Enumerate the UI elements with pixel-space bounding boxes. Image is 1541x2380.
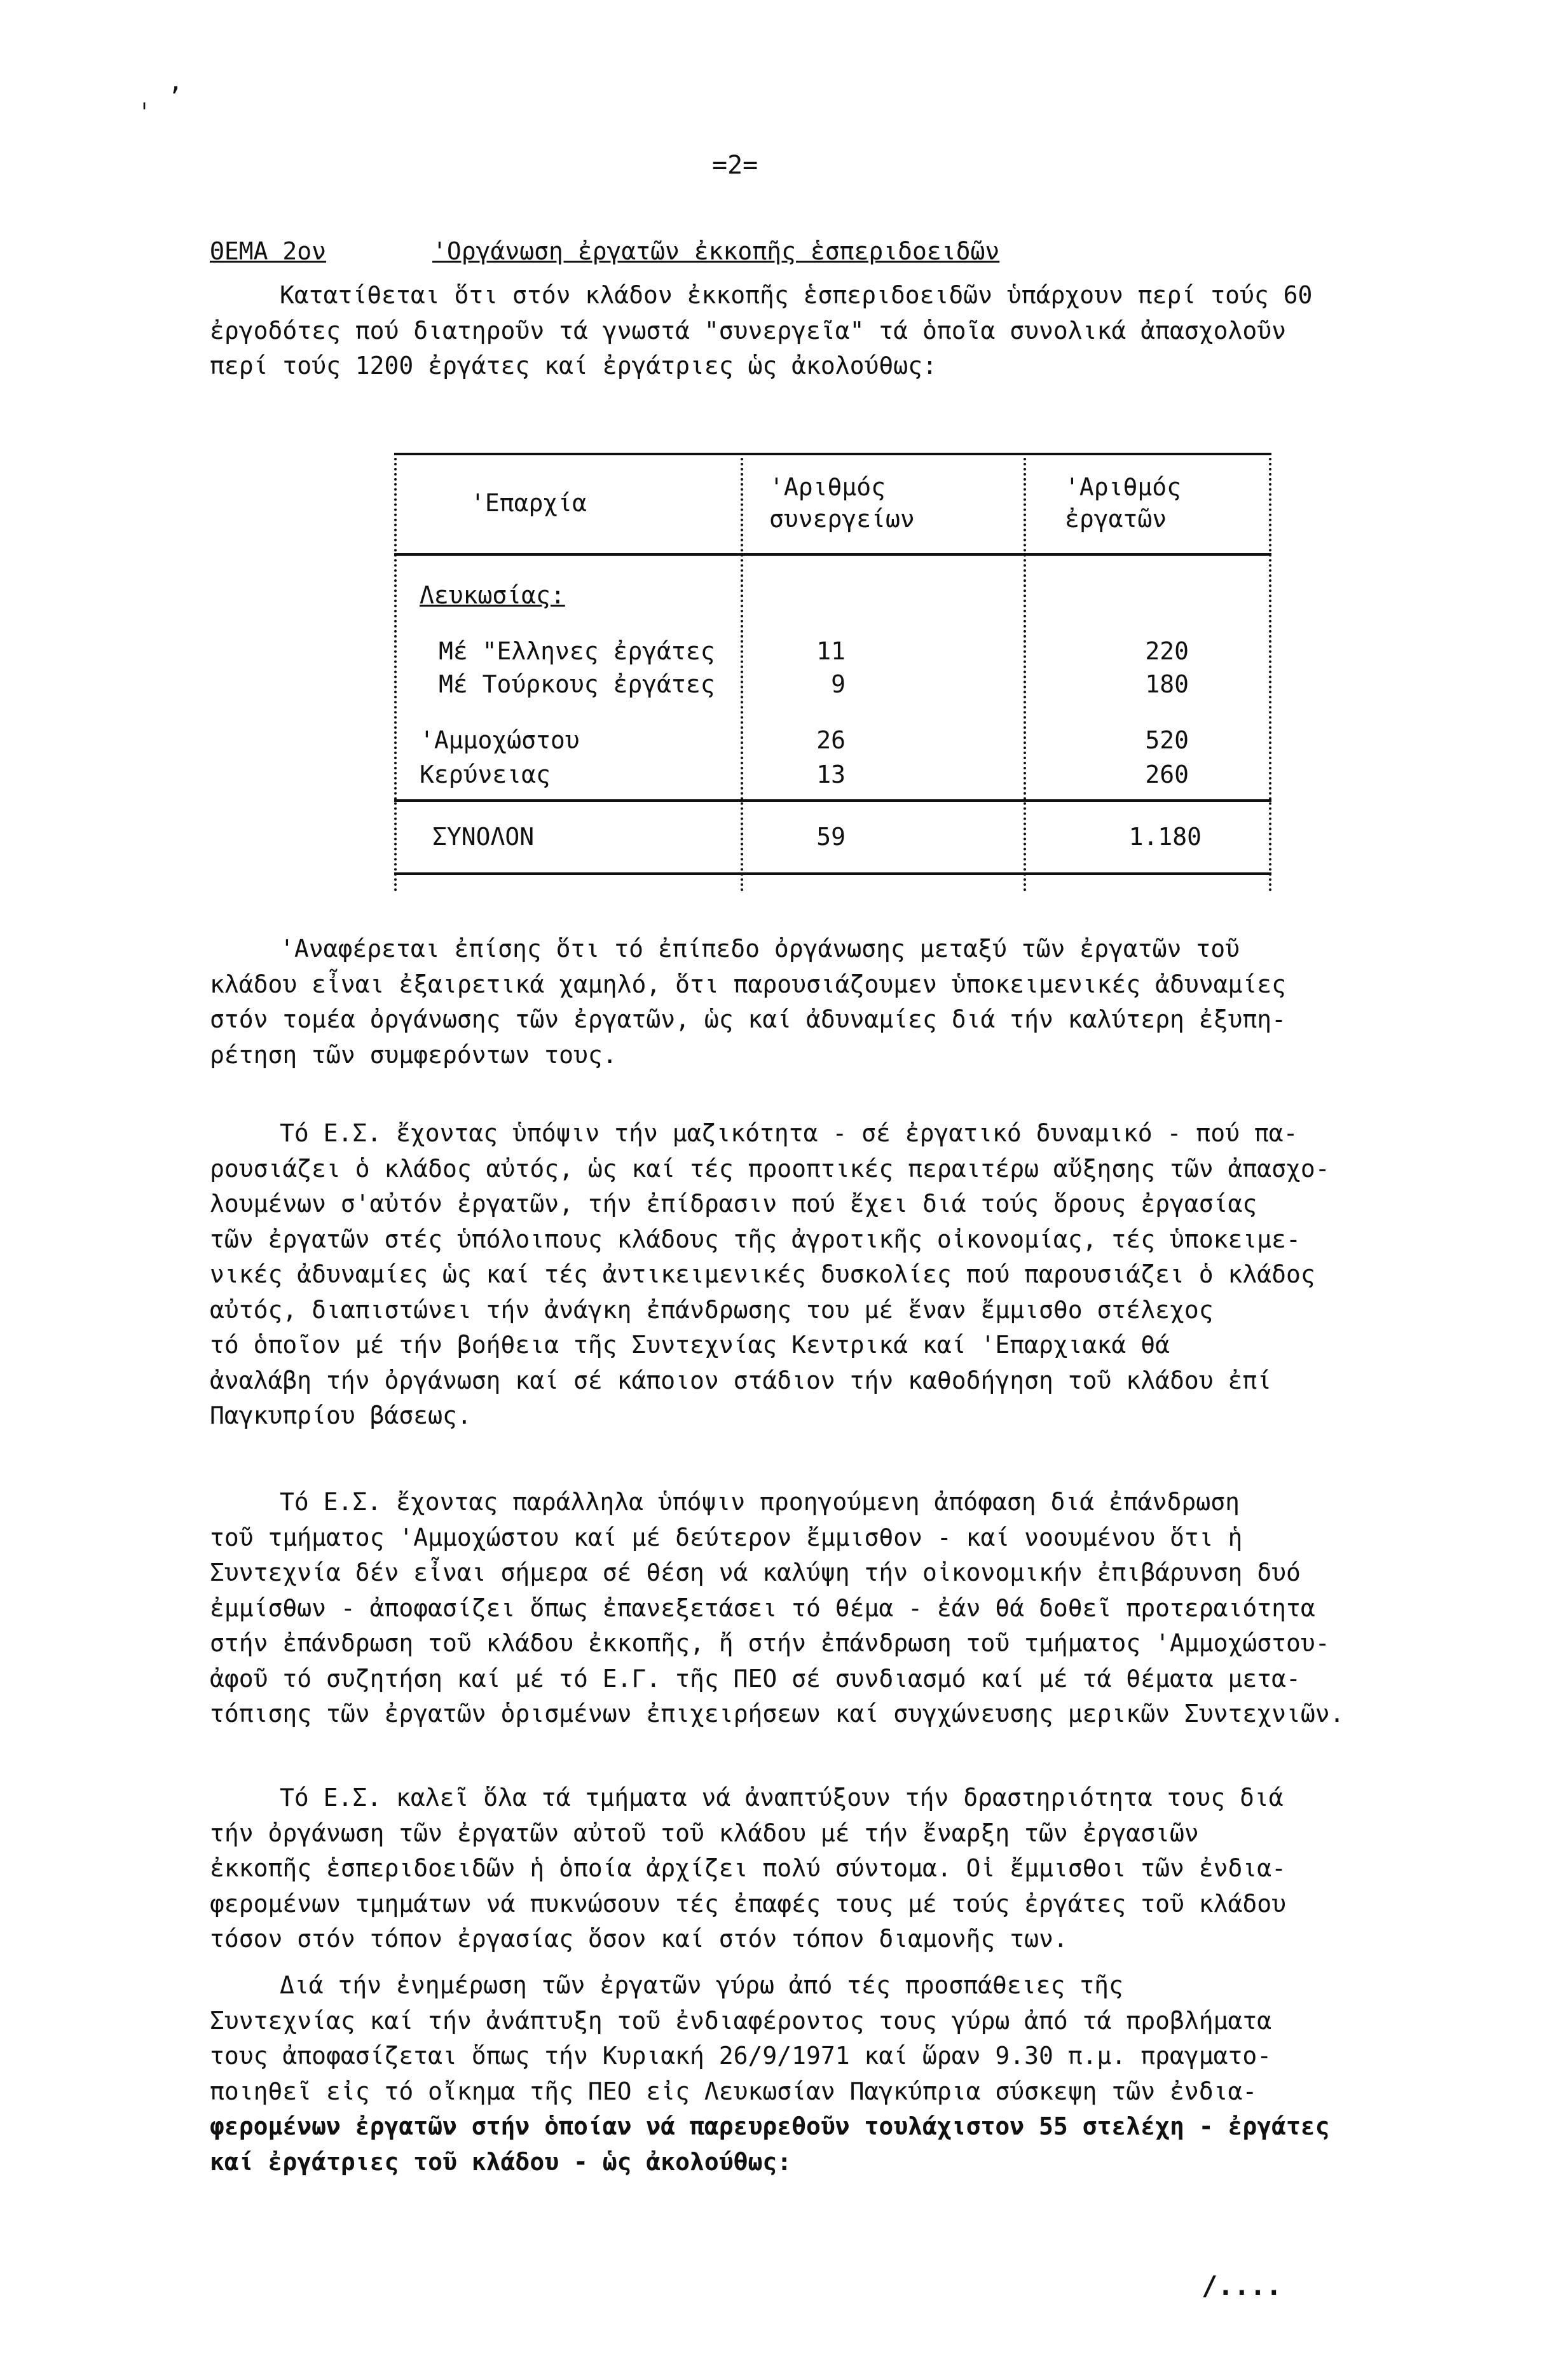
header-crews-line2: συνεργείων (769, 505, 915, 533)
intro-paragraph (210, 278, 1437, 384)
text-line: Τό Ε.Σ. ἔχοντας παράλληλα ὑπόψιν προηγούμενη ἀπόφαση διά ἐπάνδρωση (280, 1488, 1240, 1516)
row-label: Μέ "Ελληνες ἐργάτες (439, 637, 715, 665)
text-line: νικές ἀδυναμίες ὡς καί τές ἀντικειμενικές δυσκολίες πού παρουσιάζει ὁ κλάδος (210, 1260, 1315, 1288)
text-line: Συντεχνίας καί τήν ἀνάπτυξη τοῦ ἐνδιαφέροντος τους γύρω ἀπό τά προβλήματα (210, 2006, 1272, 2035)
text-line: φερομένων ἐργατῶν στήν ὁποίαν νά παρευρεθοῦν τουλάχιστον 55 στελέχη - ἐργάτες (210, 2112, 1330, 2140)
intro-line: περί τούς 1200 ἐργάτες καί ἐργάτριες ὡς ἀκολούθως: (210, 352, 937, 380)
table-rule-bottom (394, 872, 1271, 875)
text-line: αὐτός, διαπιστώνει τήν ἀνάγκη ἐπάνδρωσης του μέ ἕναν ἔμμισθο στέλεχος (210, 1295, 1214, 1324)
workers-table (394, 453, 1271, 891)
text-line: τῶν ἐργατῶν στές ὑπόλοιπους κλάδους τῆς ἀγροτικῆς οἰκονομίας, τές ὑποκειμε- (210, 1225, 1301, 1253)
paragraph-organisation-level (210, 932, 1437, 1073)
total-workers: 1.180 (1128, 823, 1202, 851)
text-line: καί ἐργάτριες τοῦ κλάδου - ὡς ἀκολούθως: (210, 2147, 792, 2176)
total-label: ΣΥΝΟΛΟΝ (432, 823, 535, 851)
row-label: Κερύνειας (420, 760, 551, 788)
paragraph-es-calls (210, 1780, 1437, 1957)
page-number: =2= (712, 151, 758, 180)
text-line: κλάδου εἶναι ἐξαιρετικά χαμηλό, ὅτι παρουσιάζουμεν ὑποκειμενικές ἀδυναμίες (210, 970, 1286, 998)
table-col-rule (1024, 453, 1026, 891)
table-col-rule (1269, 453, 1271, 891)
text-line: ποιηθεῖ εἰς τό οἴκημα τῆς ΠΕΟ εἰς Λευκωσίαν Παγκύπρια σύσκεψη τῶν ἐνδια- (210, 2077, 1257, 2105)
total-crews: 59 (816, 823, 846, 851)
text-line: φερομένων τμημάτων νά πυκνώσουν τές ἐπαφές τους μέ τούς ἐργάτες τοῦ κλάδου (210, 1889, 1286, 1918)
text-line: Τό Ε.Σ. ἔχοντας ὑπόψιν τήν μαζικότητα - σέ ἐργατικό δυναμικό - πού πα- (280, 1119, 1298, 1147)
header-workers-line2: ἐργατῶν (1065, 505, 1167, 533)
table-rule-before-total (394, 799, 1271, 802)
row-crews: 9 (831, 670, 846, 698)
paragraph-es-ammochostos (210, 1485, 1437, 1732)
row-workers: 260 (1145, 760, 1189, 788)
table-rule-top (394, 453, 1271, 455)
row-crews: 13 (816, 760, 846, 788)
text-line: τήν ὀργάνωση τῶν ἐργατῶν αὐτοῦ τοῦ κλάδου μέ τήν ἔναρξη τῶν ἐργασιῶν (210, 1819, 1199, 1847)
text-line: τους ἀποφασίζεται ὅπως τήν Κυριακή 26/9/1971 καί ὥραν 9.30 π.μ. πραγματο- (210, 2042, 1272, 2070)
group-label: Λευκωσίας: (420, 581, 565, 609)
header-province: 'Επαρχία (470, 489, 587, 517)
text-line: στόν τομέα ὀργάνωσης τῶν ἐργατῶν, ὡς καί ἀδυναμίες διά τήν καλύτερη ἐξυπη- (210, 1005, 1286, 1033)
text-line: τό ὁποῖον μέ τήν βοήθεια τῆς Συντεχνίας Κεντρικά καί 'Επαρχιακά θά (210, 1331, 1170, 1359)
row-label: 'Αμμοχώστου (420, 726, 580, 754)
row-crews: 26 (816, 726, 846, 754)
text-line: 'Αναφέρεται ἐπίσης ὅτι τό ἐπίπεδο ὀργάνωσης μεταξύ τῶν ἐργατῶν τοῦ (280, 935, 1240, 963)
text-line: ρέτηση τῶν συμφερόντων τους. (210, 1040, 617, 1069)
text-line: ἀναλάβη τήν ὀργάνωση καί σέ κάποιον στάδιον τήν καθοδήγηση τοῦ κλάδου ἐπί (210, 1366, 1272, 1394)
table-col-rule (741, 453, 743, 891)
header-workers-line1: 'Αριθμός (1065, 473, 1182, 501)
table-rule-header (394, 553, 1271, 556)
header-crews-line1: 'Αριθμός (769, 473, 886, 501)
text-line: ἀφοῦ τό συζητήση καί μέ τό Ε.Γ. τῆς ΠΕΟ σέ συνδιασμό καί μέ τά θέματα μετα- (210, 1664, 1301, 1693)
row-workers: 520 (1145, 726, 1189, 754)
text-line: λουμένων σ'αὐτόν ἐργατῶν, τήν ἐπίδρασιν πού ἔχει διά τούς ὅρους ἐργασίας (210, 1190, 1257, 1218)
text-line: Συντεχνία δέν εἶναι σήμερα σέ θέση νά καλύψη τήν οἰκονομικήν ἐπιβάρυνση δυό (210, 1558, 1301, 1586)
paragraph-meeting-bold (210, 2109, 1437, 2180)
text-line: ρουσιάζει ὁ κλάδος αὐτός, ὡς καί τές προοπτικές περαιτέρω αὔξησης τῶν ἀπασχο- (210, 1154, 1330, 1183)
table-col-rule (394, 453, 397, 891)
continuation-mark: /.... (1202, 2270, 1282, 2301)
paragraph-es-mass (210, 1116, 1437, 1434)
intro-line: ἐργοδότες πού διατηροῦν τά γνωστά "συνεργεῖα" τά ὁποῖα συνολικά ἀπασχολοῦν (210, 316, 1286, 345)
corner-mark: ˌ ’ (137, 83, 183, 112)
row-crews: 11 (816, 637, 846, 665)
intro-line: Κατατίθεται ὅτι στόν κλάδον ἐκκοπῆς ἑσπεριδοειδῶν ὑπάρχουν περί τούς 60 (280, 281, 1313, 309)
text-line: τόσον στόν τόπον ἐργασίας ὅσον καί στόν τόπον διαμονῆς των. (210, 1925, 1068, 1953)
text-line: Τό Ε.Σ. καλεῖ ὅλα τά τμήματα νά ἀναπτύξουν τήν δραστηριότητα τους διά (280, 1784, 1284, 1812)
text-line: στήν ἐπάνδρωση τοῦ κλάδου ἐκκοπῆς, ἤ στήν ἐπάνδρωση τοῦ τμήματος 'Αμμοχώστου- (210, 1629, 1330, 1657)
row-workers: 180 (1145, 670, 1189, 698)
text-line: ἐκκοπῆς ἑσπεριδοειδῶν ἡ ὁποία ἀρχίζει πολύ σύντομα. Οἱ ἔμμισθοι τῶν ἐνδια- (210, 1854, 1286, 1882)
text-line: τοῦ τμήματος 'Αμμοχώστου καί μέ δεύτερον ἔμμισθον - καί νοουμένου ὅτι ἡ (210, 1523, 1243, 1551)
theme-label: ΘΕΜΑ 2ον (210, 237, 327, 265)
theme-title: 'Οργάνωση ἐργατῶν ἐκκοπῆς ἑσπεριδοειδῶν (432, 237, 1000, 265)
text-line: Διά τήν ἐνημέρωση τῶν ἐργατῶν γύρω ἀπό τές προσπάθειες τῆς (280, 1971, 1123, 1999)
paragraph-meeting (210, 1968, 1437, 2109)
text-line: Παγκυπρίου βάσεως. (210, 1401, 472, 1429)
row-label: Μέ Τούρκους ἐργάτες (439, 670, 715, 698)
text-line: τόπισης τῶν ἐργατῶν ὁρισμένων ἐπιχειρήσεων καί συγχώνευσης μερικῶν Συντεχνιῶν. (210, 1700, 1345, 1728)
text-line: ἐμμίσθων - ἀποφασίζει ὅπως ἐπανεξετάσει τό θέμα - ἐάν θά δοθεῖ προτεραιότητα (210, 1593, 1315, 1622)
row-workers: 220 (1145, 637, 1189, 665)
